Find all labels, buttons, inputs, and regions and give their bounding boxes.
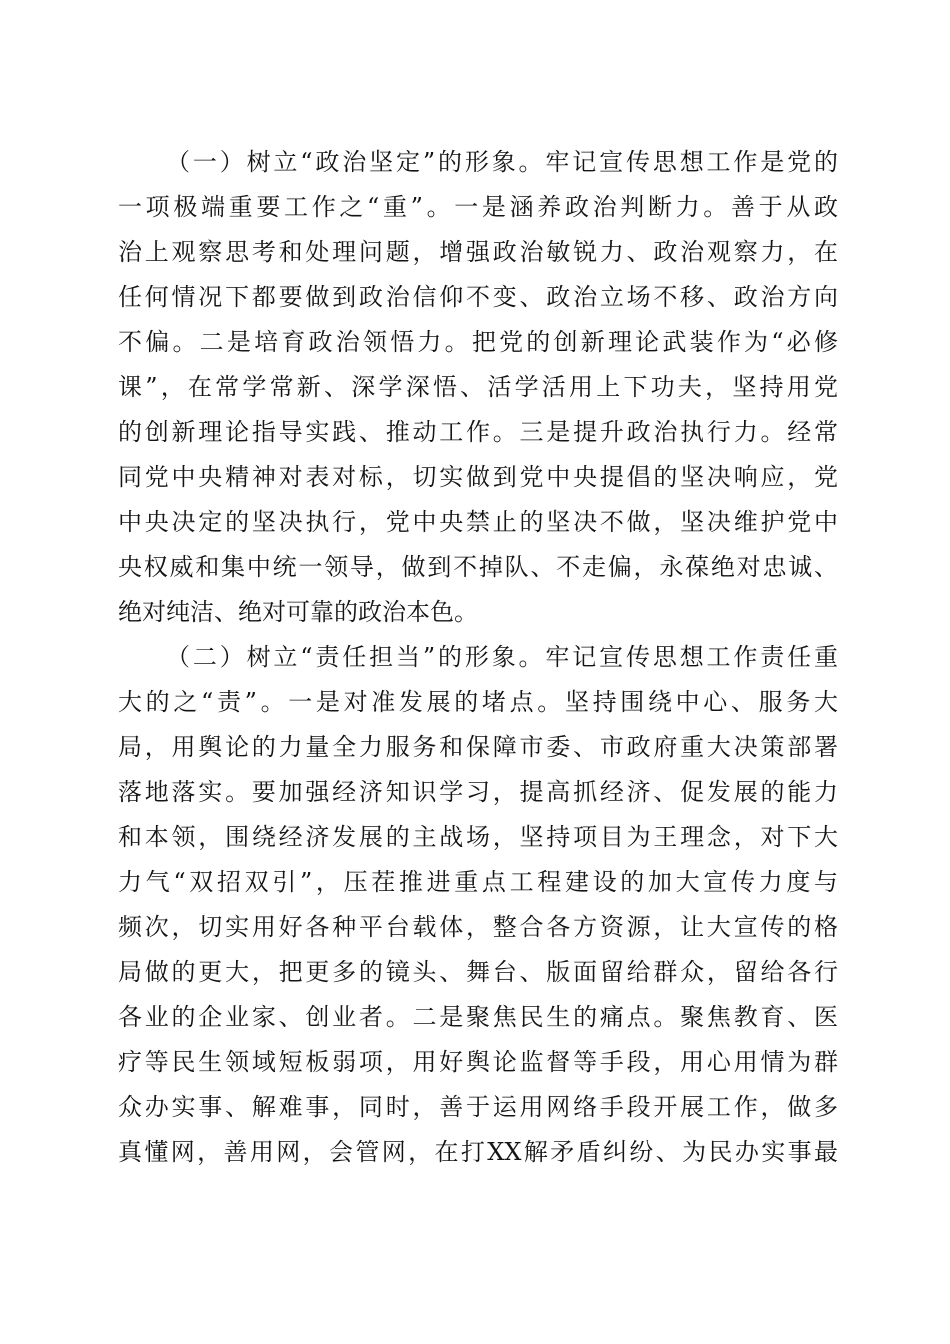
text-line: 同党中央精神对表对标，切实做到党中央提倡的坚决响应，党 bbox=[118, 463, 838, 491]
text-line: 局做的更大，把更多的镜头、舞台、版面留给群众，留给各行 bbox=[118, 958, 838, 986]
text-line: 不偏。二是培育政治领悟力。把党的创新理论武装作为“必修 bbox=[118, 328, 838, 356]
text-line: 众办实事、解难事，同时，善于运用网络手段开展工作，做多 bbox=[118, 1093, 838, 1121]
text-line: 大的之“责”。一是对准发展的堵点。坚持围绕中心、服务大 bbox=[118, 688, 838, 716]
text-line: （一）树立“政治坚定”的形象。牢记宣传思想工作是党的 bbox=[166, 148, 838, 176]
document-body bbox=[118, 140, 838, 1175]
text-line: 频次，切实用好各种平台载体，整合各方资源，让大宣传的格 bbox=[118, 913, 838, 941]
paragraph-political-firmness bbox=[118, 140, 838, 635]
text-line: 疗等民生领域短板弱项，用好舆论监督等手段，用心用情为群 bbox=[118, 1048, 838, 1076]
text-line: 课”，在常学常新、深学深悟、活学活用上下功夫，坚持用党 bbox=[118, 373, 838, 401]
text-line: 局，用舆论的力量全力服务和保障市委、市政府重大决策部署 bbox=[118, 733, 838, 761]
text-line: 力气“双招双引”，压茬推进重点工程建设的加大宣传力度与 bbox=[118, 868, 838, 896]
text-line: 落地落实。要加强经济知识学习，提高抓经济、促发展的能力 bbox=[118, 778, 838, 806]
text-line: 任何情况下都要做到政治信仰不变、政治立场不移、政治方向 bbox=[118, 283, 838, 311]
text-line: 绝对纯洁、绝对可靠的政治本色。 bbox=[118, 598, 478, 626]
text-line: 真懂网，善用网，会管网，在打XX解矛盾纠纷、为民办实事最 bbox=[118, 1138, 838, 1166]
text-line: 治上观察思考和处理问题，增强政治敏锐力、政治观察力，在 bbox=[118, 238, 838, 266]
text-line: 一项极端重要工作之“重”。一是涵养政治判断力。善于从政 bbox=[118, 193, 838, 221]
text-line: 央权威和集中统一领导，做到不掉队、不走偏，永葆绝对忠诚、 bbox=[118, 553, 838, 581]
paragraph-responsibility bbox=[118, 635, 838, 1175]
text-line: 和本领，围绕经济发展的主战场，坚持项目为王理念，对下大 bbox=[118, 823, 838, 851]
text-line: 中央决定的坚决执行，党中央禁止的坚决不做，坚决维护党中 bbox=[118, 508, 838, 536]
text-line: 的创新理论指导实践、推动工作。三是提升政治执行力。经常 bbox=[118, 418, 838, 446]
text-line: 各业的企业家、创业者。二是聚焦民生的痛点。聚焦教育、医 bbox=[118, 1003, 838, 1031]
text-line: （二）树立“责任担当”的形象。牢记宣传思想工作责任重 bbox=[166, 643, 838, 671]
